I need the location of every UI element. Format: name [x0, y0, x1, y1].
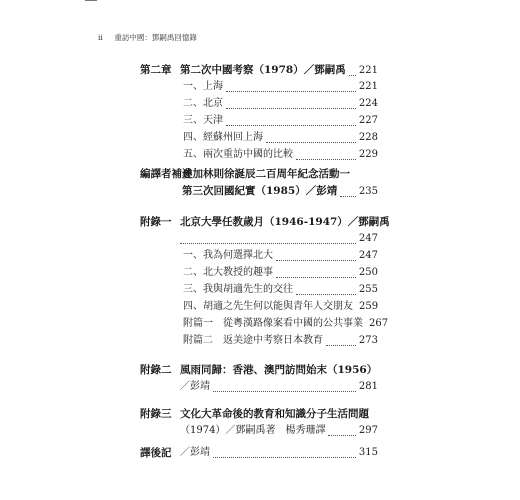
toc-entry-label: 第二章	[140, 64, 172, 76]
toc-entry-title: 第三次回國紀實（1985）／彭靖	[182, 185, 338, 197]
toc-entry-section[interactable]	[0, 113, 520, 129]
toc-leader-dots	[226, 113, 356, 126]
toc-entry-section[interactable]	[0, 282, 520, 298]
toc-leader-dots	[226, 79, 356, 92]
running-head-title: 重訪中國：鄧嗣禹回憶錄	[114, 33, 197, 42]
running-head-page-number: ii	[98, 33, 103, 42]
toc-page-number: 259	[359, 301, 379, 312]
toc-entry-title: 文化大革命後的教育和知識分子生活問題	[180, 408, 369, 420]
toc-entry-section[interactable]	[0, 79, 520, 95]
toc-entry-title: 四、經蘇州回上海	[183, 132, 263, 143]
toc-entry-title: 三、天津	[183, 115, 223, 126]
toc-page-number: 221	[358, 81, 378, 92]
toc-page-number: 224	[358, 98, 378, 109]
toc-entry-label: 附錄一	[140, 216, 172, 228]
toc-leader-dots	[340, 184, 356, 197]
toc-page-number: 228	[358, 132, 378, 143]
toc-leader-dots	[296, 282, 356, 295]
toc-page-number: 281	[358, 381, 378, 392]
toc-entry-title: 附篇二 返美途中考察日本教育	[183, 335, 323, 346]
toc-leader-dots	[213, 445, 356, 458]
toc-entry-byline: ／彭靖	[180, 381, 210, 392]
toc-entry-label: 編譯者補述	[140, 168, 193, 180]
toc-page-number: 221	[358, 65, 378, 76]
toc-page-number: 273	[358, 335, 378, 346]
toc-page-number: 229	[358, 149, 378, 160]
toc-entry-editor-supplement-cont[interactable]	[0, 183, 520, 199]
toc-entry-section[interactable]	[0, 316, 520, 332]
toc-page-number: 235	[358, 186, 378, 197]
toc-entry-section[interactable]	[0, 96, 520, 112]
toc-leader-dots	[349, 63, 356, 76]
toc-entry-title: 二、北大教授的趣事	[183, 267, 273, 278]
toc-entry-section[interactable]	[0, 130, 520, 146]
toc-entry-appendix-3-cont[interactable]	[0, 423, 520, 439]
toc-entry-title: 三、我與胡適先生的交往	[183, 284, 293, 295]
toc-entry-section[interactable]	[0, 299, 520, 315]
toc-entry-title: 五、兩次重訪中國的比較	[183, 149, 293, 160]
toc-entry-section[interactable]	[0, 147, 520, 163]
toc-leader-dots	[180, 231, 356, 244]
toc-leader-dots	[326, 333, 356, 346]
toc-page-number: 315	[358, 447, 378, 458]
toc-page-number: 267	[369, 318, 389, 329]
toc-entry-label: 譯後記	[140, 447, 172, 459]
toc-entry-appendix-2[interactable]	[0, 362, 520, 378]
toc-entry-afterword[interactable]	[0, 445, 520, 461]
toc-entry-section[interactable]	[0, 333, 520, 349]
toc-entry-label: 附錄三	[140, 408, 172, 420]
toc-page-number: 255	[358, 284, 378, 295]
toc-entry-section[interactable]	[0, 265, 520, 281]
toc-entry-section[interactable]	[0, 248, 520, 264]
toc-entry-title: 附篇一 從粵漢路像案看中國的公共事業	[183, 318, 363, 329]
toc-entry-appendix-1-cont[interactable]	[0, 231, 520, 247]
toc-entry-title: 一、我為何選擇北大	[183, 250, 273, 261]
toc-leader-dots	[213, 379, 356, 392]
toc-entry-title: 一、上海	[183, 81, 223, 92]
toc-page-number: 227	[358, 115, 378, 126]
toc-entry-title: 北京大學任教歲月（1946-1947）／鄧嗣禹	[180, 216, 390, 228]
toc-leader-dots	[266, 130, 356, 143]
toc-page-number: 247	[358, 233, 378, 244]
toc-entry-chapter-2[interactable]	[0, 62, 520, 78]
toc-entry-appendix-2-cont[interactable]	[0, 379, 520, 395]
toc-leader-dots	[328, 423, 355, 436]
toc-leader-dots	[226, 96, 356, 109]
toc-entry-appendix-3[interactable]	[0, 406, 520, 422]
toc-entry-appendix-1[interactable]	[0, 214, 520, 230]
toc-entry-title: 第二次中國考察（1978）／鄧嗣禹	[180, 64, 346, 76]
toc-leader-dots	[276, 265, 356, 278]
toc-entry-label: 附錄二	[140, 364, 172, 376]
toc-entry-editor-supplement[interactable]	[0, 166, 520, 182]
toc-entry-title: 風雨同歸：香港、澳門訪問始末（1956）	[180, 364, 378, 376]
toc-entry-title: 四、胡適之先生何以能與青年人交朋友	[183, 301, 353, 312]
toc-page-number: 247	[358, 250, 378, 261]
toc-entry-title: ／彭靖	[180, 447, 210, 458]
toc-page-number: 250	[358, 267, 378, 278]
toc-entry-title: 二、北京	[183, 98, 223, 109]
toc-entry-title: 參加林則徐誕辰二百周年紀念活動一	[182, 168, 350, 180]
toc-leader-dots	[276, 248, 356, 261]
toc-page-number: 297	[358, 425, 378, 436]
toc-entry-byline: （1974）／鄧嗣禹著 楊秀珊譯	[180, 425, 326, 436]
toc-leader-dots	[296, 147, 356, 160]
